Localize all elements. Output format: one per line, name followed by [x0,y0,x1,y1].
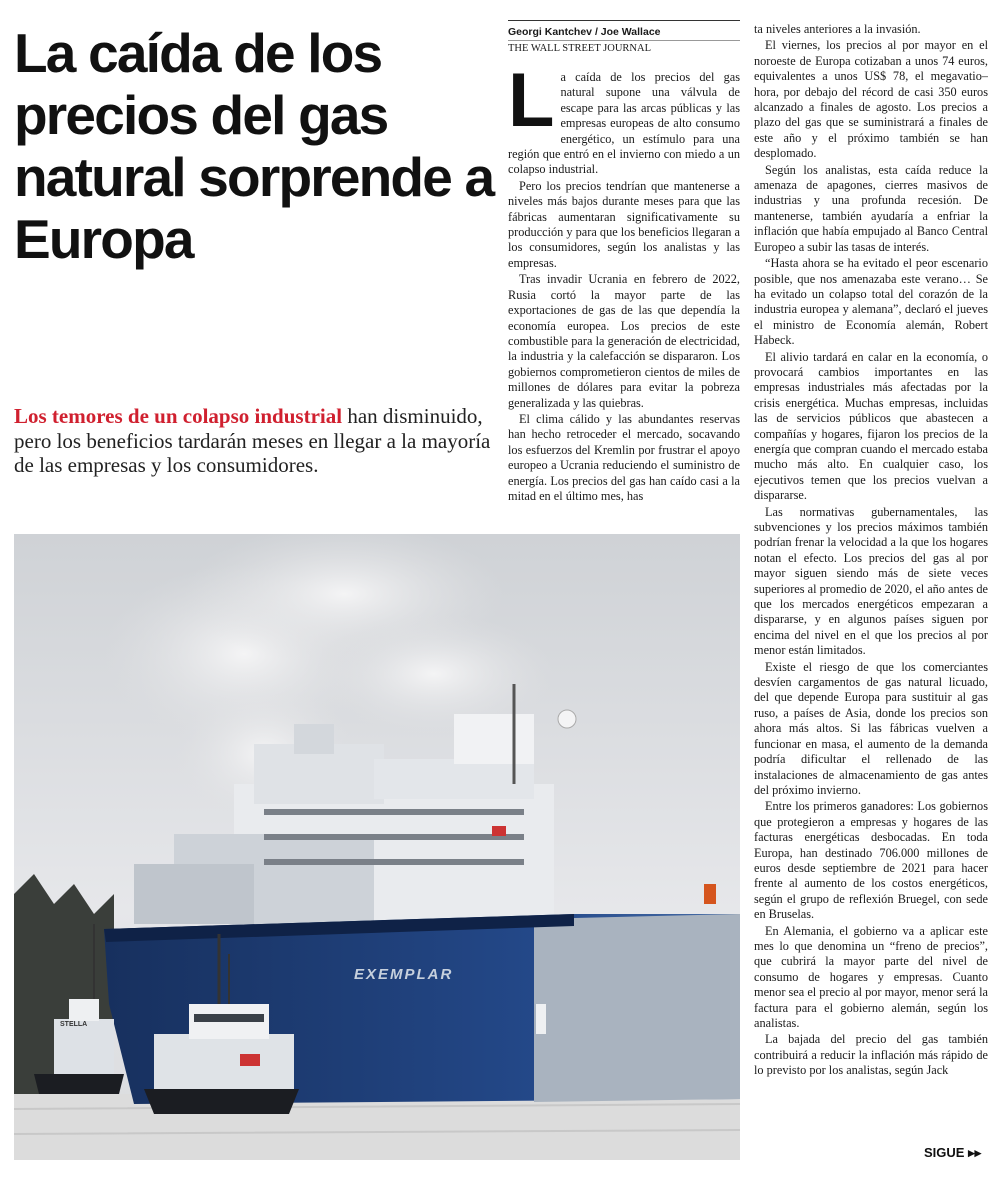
paragraph: Pero los precios tendrían que mantenerse a niveles más bajos durante meses para que las fábricas aumentaran significativamente su producción y para que los beneficios llegaran a los consumidores, según los analistas y las empresas. [508,178,740,270]
paragraph: Entre los primeros ganadores: Los gobiernos que protegieron a empresas y hogares de las facturas energéticas desbocadas. En toda Europa, han destinado 706.000 millones de euros desde septiembre de 2021 para hacer frente al aumento de los costos energéticos, según el grupo de reflexión Bruegel, con sede en Bruselas. [754,799,988,922]
paragraph: Las normativas gubernamentales, las subvenciones y los precios máximos también podrían frenar la velocidad a la que los hogares notan el efecto. Los precios del gas al por mayor siguen siendo más de siete veces superiores al promedio de 2020, el año antes de que los mercados energéticos empezaran a dispararse, y en algunos países siguen por encima del nivel en el que los precios al por menor están limitados. [754,504,988,658]
paragraph: El viernes, los precios al por mayor en el noroeste de Europa cotizaban a unos 74 euros, equivalentes a unos US$ 78, el megavatio–hora, por debajo del récord de casi 350 euros alcanzado a finales de agosto. Los precios a plazo del gas que se suministrará a finales de este año y el próximo también se han desplomado. [754,38,988,161]
body-column-1 [508,70,740,518]
lng-ship-photo [14,534,740,1160]
byline-publication: THE WALL STREET JOURNAL [508,40,740,56]
ship-illustration [14,534,740,1160]
paragraph: ta niveles anteriores a la invasión. [754,22,921,36]
paragraph: El alivio tardará en calar en la economía, o provocará cambios importantes en las empresas industriales más afectadas por la crisis energética. Muchas empresas, incluidas las de servicios públicos que abastecen a compañías y hogares, fijaron los precios de la energía que compran cuando el mercado estaba mucho más alto. En cualquier caso, los ejecutivos temen que los precios vuelvan a dispararse. [754,349,988,503]
paragraph: “Hasta ahora se ha evitado el peor escenario posible, que nos amenazaba este verano… Se ha evitado un colapso total del corazón de la industria europea y alemana”, declaró el jueves el ministro de Economía alemán, Robert Habeck. [754,256,988,348]
drop-cap: L [508,70,555,143]
paragraph: El clima cálido y las abundantes reservas han hecho retroceder el mercado, socavando los esfuerzos del Kremlin por frustrar el apoyo europeo a Ucrania reduciendo el suministro de energía. Los precios del gas han caído casi a la mitad en el último mes, has [508,411,740,503]
paragraph: Tras invadir Ucrania en febrero de 2022, Rusia cortó la mayor parte de las exportaciones de gas de las que dependía la economía europea. Los precios de este combustible para la generación de electricidad, la industria y la calefacción se dispararon. Los gobiernos comprometieron cientos de miles de millones de dólares para evitar la pobreza generalizada y las quiebras. [508,272,740,410]
deck-text: han disminuido, pero los beneficios tardarán meses en llegar a la mayoría de las empresas y los consumidores. [14,404,491,477]
paragraph: Existe el riesgo de que los comerciantes desvíen cargamentos de gas natural licuado, del que depende Europa para sustituir al gas ruso, a países de Asia, donde los precios son ahora más altos. Si las fábricas vuelven a funcionar en masa, el aumento de la demanda podría dificultar el rellenado de las instalaciones de almacenamiento de gas antes del próximo invierno. [754,659,988,797]
ship-name: EXEMPLAR [354,966,454,983]
bridge-sign [492,826,506,836]
paragraph: La bajada del precio del gas también contribuirá a reducir la inflación más rápido de lo previsto por los analistas, según Jack [754,1032,988,1078]
byline [508,20,740,56]
tug-name: STELLA [60,1021,88,1028]
byline-authors: Georgi Kantchev / Joe Wallace [508,26,661,38]
deck [14,404,494,478]
deck-lead: Los temores de un colapso industrial [14,404,343,428]
paragraph: En Alemania, el gobierno va a aplicar este mes lo que denomina un “freno de precios”, que cubrirá la mayor parte del nivel de consumo de hogares y empresas. Cuanto menor sea el precio al por mayor, menor será la factura para el gobierno alemán, según los analistas. [754,923,988,1030]
body-column-2 [754,22,988,1112]
paragraph: a caída de los precios del gas natural supone una válvula de escape para las arcas públicas y las empresas europeas de alto consumo energético, un estímulo para una región que entró en el invierno con miedo a un colapso industrial. [508,70,740,177]
continued-marker: SIGUE ▸▸ [924,1145,982,1160]
paragraph: Según los analistas, esta caída reduce la amenaza de apagones, cierres masivos de industrias y una profunda recesión. De mantenerse, también ayudaría a enfriar la inflación que había empujado al Banco Central Europeo a subir las tasas de interés. [754,162,988,254]
headline: La caída de los precios del gas natural sorprende a Europa [14,22,494,270]
